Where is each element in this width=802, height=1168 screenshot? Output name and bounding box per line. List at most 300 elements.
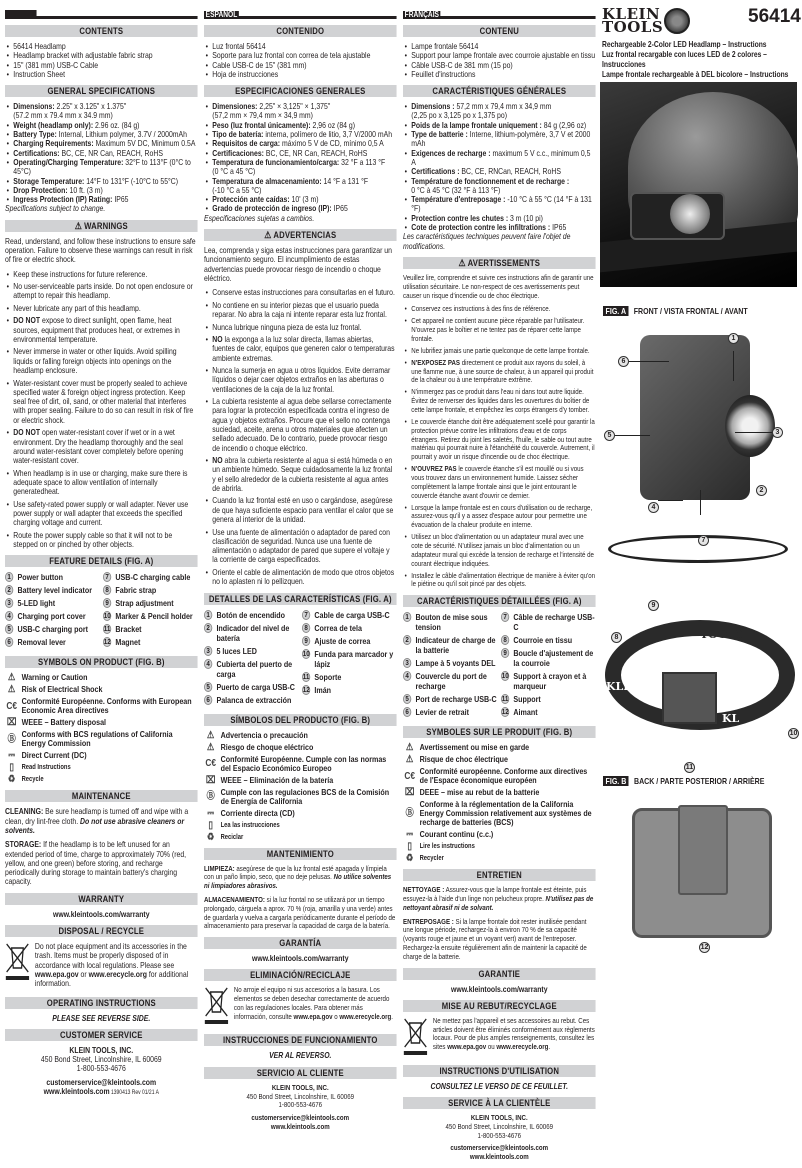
callout-number: 11 — [103, 624, 111, 634]
warning-icon: ⚠ — [264, 230, 274, 241]
feature-label: Levier de retrait — [415, 707, 469, 718]
section-header — [403, 1097, 596, 1109]
feature-label: Imán — [314, 684, 332, 695]
section-title: GENERAL SPECIFICATIONS — [47, 86, 156, 97]
spec-label: Protección ante caídas: — [212, 194, 290, 205]
feature-item — [403, 612, 498, 632]
language-bar — [204, 10, 397, 19]
list-item — [204, 496, 397, 524]
callout-number: 1 — [403, 612, 411, 622]
section-title: CONTENU — [479, 26, 519, 36]
spec-item — [403, 130, 596, 149]
spec-value: 32°F to 113°F (0°C to 45°C) — [13, 156, 191, 177]
section-title: ADVERTENCIAS — [273, 230, 337, 241]
feature-item — [501, 648, 596, 668]
symbol-label: Conformité Européenne. Conforms with European Economic Area directives — [21, 696, 192, 716]
text: Support pour lampe frontale avec courroie ajustable en tissu — [411, 50, 596, 61]
line-text: 450 Bond Street, Lincolnshire, IL 60069 — [40, 1054, 162, 1065]
symbol-label: Riesgo de choque eléctrico — [220, 741, 314, 752]
symbol-label: WEEE – Eliminación de la batería — [220, 774, 334, 785]
list-item — [204, 323, 397, 332]
text: Luz frontal 56414 — [212, 41, 266, 51]
figure-callout: 2 — [756, 485, 767, 496]
line-text: KLEIN TOOLS, INC. — [470, 1113, 528, 1123]
emphasis-text: N'OUVREZ PAS — [411, 464, 457, 474]
emphasis-text: CLEANING: — [5, 806, 44, 817]
list-item — [5, 316, 198, 344]
callout-number: 5 — [403, 694, 411, 704]
section-title: INSTRUCCIONES DE FUNCIONAMIENTO — [222, 1035, 378, 1046]
section-title: GARANTÍA — [279, 938, 322, 949]
spec-item — [5, 195, 198, 204]
symbol-label: Courant continu (c.c.) — [419, 829, 494, 840]
section-header — [204, 85, 397, 97]
section-title: AVERTISSEMENTS — [467, 257, 541, 268]
text: . — [548, 1042, 551, 1052]
feature-item — [103, 637, 198, 647]
spec-label: Weight (headlamp only): — [13, 119, 94, 130]
section-header — [403, 25, 596, 37]
feature-column — [5, 572, 100, 650]
feature-label: Funda para marcador y lápiz — [314, 648, 394, 669]
bullet-list — [204, 288, 397, 586]
section-title: ENTRETIEN — [476, 870, 522, 881]
fig-b-label — [603, 776, 764, 786]
section-title: DETALLES DE LAS CARACTERÍSTICAS (FIG. A) — [208, 593, 392, 604]
symbol-item — [403, 743, 596, 752]
symbol-list — [403, 743, 596, 863]
callout-number: 7 — [302, 610, 310, 620]
text: ou — [486, 1042, 497, 1052]
disposal-info — [5, 942, 198, 988]
recycle-icon: ♻ — [405, 853, 414, 865]
text: 15" (381 mm) USB-C Cable — [13, 59, 99, 70]
symbol-item — [5, 775, 198, 784]
feature-label: Magnet — [115, 637, 141, 648]
warning-icon: ⚠ — [405, 742, 414, 754]
callout-number: 3 — [5, 598, 13, 608]
line-text: customerservice@kleintools.com — [46, 1076, 157, 1087]
spec-value: 10 ft. (3 m) — [67, 184, 103, 195]
symbol-label: Cumple con las regulaciones BCS de la Comisión de Energía de California — [220, 786, 390, 806]
disposal-text — [433, 1017, 596, 1057]
section-title: GARANTIE — [478, 968, 521, 979]
figure-callout: 3 — [772, 427, 783, 438]
spec-value: 84 g (2,96 oz) — [541, 119, 587, 130]
symbol-item — [403, 830, 596, 839]
symbol-label: Direct Current (DC) — [21, 750, 87, 761]
feature-label: Battery level indicator — [17, 585, 92, 596]
symbol-label: Conformité européenne. Conforme aux directives de l'Espace économique européen — [419, 766, 588, 786]
bc-icon: Ⓑ — [405, 808, 414, 820]
text: Veuillez lire, comprendre et suivre ces instructions afin de garantir une utilisation sécuritaire. Le non-respect de ces avertissements peut causer un risque d'incendie ou de choc électrique. — [403, 272, 594, 300]
callout-number: 8 — [501, 635, 509, 645]
callout-number: 6 — [5, 637, 13, 647]
emphasis-text: Do not use abrasive cleaners or solvents. — [5, 815, 185, 835]
emphasis-text: ENTREPOSAGE : — [403, 916, 454, 926]
feature-item — [5, 572, 100, 582]
spec-value: 10' (3 m) — [289, 194, 319, 205]
spec-label: Storage Temperature: — [13, 175, 85, 186]
emphasis-text: www.erecycle.org — [496, 1042, 549, 1052]
fig-a-tag: FIG. A — [603, 306, 629, 316]
symbol-label: DEEE – mise au rebut de la batterie — [419, 787, 540, 798]
symbol-item — [5, 718, 198, 727]
spec-value: -10 °C à 55 °C (14 °F à 131 °F) — [411, 194, 592, 214]
section-title: WARRANTY — [78, 893, 125, 904]
section-header — [204, 25, 397, 37]
section-header — [5, 1029, 198, 1041]
feature-item — [103, 611, 198, 621]
model-number: 56414 — [748, 6, 801, 27]
text: Soporte para luz frontal con correa de tela ajustable — [212, 50, 371, 61]
symbol-item — [5, 730, 198, 748]
emphasis-text: www.erecycle.org — [88, 968, 147, 979]
spec-item — [204, 204, 397, 213]
section-header — [403, 968, 596, 980]
line-text: KLEIN TOOLS, INC. — [69, 1044, 134, 1055]
callout-number: 8 — [302, 623, 310, 633]
text-line — [5, 1064, 198, 1073]
line-text: www.kleintools.com — [43, 1085, 110, 1096]
disposal-info — [204, 986, 397, 1026]
list-item — [204, 301, 397, 320]
text: Feuillet d'instructions — [411, 68, 476, 79]
feature-label: Aimant — [513, 707, 538, 718]
text: Lampe frontale 56414 — [411, 41, 479, 51]
back-clip-drawing — [678, 805, 728, 895]
feature-label: Puerto de carga USB-C — [216, 681, 295, 692]
feature-item — [103, 624, 198, 634]
spec-item — [204, 102, 397, 121]
section-header — [403, 726, 596, 738]
text-line — [403, 1082, 596, 1091]
paragraph — [403, 274, 596, 300]
text: directement ce produit aux rayons du soleil, à une flamme nue, à une source de chaleur, à un appareil qui produit de la chaleur ou à une température extrême. — [411, 357, 594, 385]
spec-label: Dimensions: — [13, 101, 55, 112]
feature-label: Support — [513, 694, 541, 705]
list-item — [5, 379, 198, 425]
feature-item — [403, 694, 498, 704]
callout-number: 2 — [403, 635, 411, 645]
section-title: CARACTÉRISTIQUES GÉNÉRALES — [432, 86, 567, 97]
spec-list — [204, 102, 397, 223]
feature-column — [103, 572, 198, 650]
book-icon: ▯ — [9, 762, 14, 774]
callout-number: 11 — [501, 694, 509, 704]
callout-number: 12 — [103, 637, 111, 647]
text-line — [204, 1101, 397, 1110]
callout-number: 3 — [204, 646, 212, 656]
figure-callout: 12 — [700, 944, 709, 951]
dc-icon: ⎓ — [406, 829, 413, 841]
feature-item — [501, 694, 596, 704]
spec-item — [403, 223, 596, 232]
spec-value: 14 °F a 131 °F (-10 °C a 55 °C) — [212, 175, 369, 195]
spec-item — [5, 158, 198, 177]
text: Ne mettez pas l'appareil et ses accessoires au rebut. Ces articles doivent être éliminés conformément aux règlements locaux. Pour de plus amples renseignements, consultez les sites — [432, 1015, 595, 1052]
list-item — [5, 500, 198, 528]
paragraph — [5, 807, 198, 835]
spec-value: BC, CE, NR Can, REACH, RoHS — [59, 147, 163, 158]
figure-callout: 1 — [728, 333, 739, 344]
spec-value: BC, CE, RNCan, REACH, RoHS — [459, 166, 561, 177]
list-item — [204, 288, 397, 297]
feature-item — [5, 624, 100, 634]
feature-column — [204, 610, 299, 708]
emphasis-text: NO — [212, 455, 223, 466]
centered-text — [5, 1046, 198, 1098]
spec-value: 0 °C à 45 °C (32 °F à 113 °F) — [411, 184, 501, 195]
text: Le couvercle étanche doit être adéquatement scellé pour garantir la protection prévue contre les infiltrations d'eau et de corps étrangers. Retirez du joint les saletés, l'huile, le sable ou tout autre matériau qui pourrait nuire à l'étanchéité du couvercle. Autrement, il pourrait y avoir un risque d'incendie ou de choc électrique. — [411, 417, 595, 462]
text: Nunca la sumerja en agua u otros líquidos. Evite derramar líquidos o dejar caer objetos extraños en las aberturas o ventilaciones de la caja de la luz frontal. — [212, 365, 391, 394]
symbol-item — [204, 809, 397, 818]
symbol-label: Avertissement ou mise en garde — [419, 742, 530, 753]
list-item — [403, 359, 596, 385]
text: Headlamp bracket with adjustable fabric strap — [13, 50, 153, 61]
leader-line — [615, 435, 650, 436]
text: Route the power supply cable so that it will not to be stepped on or pinched by other objects. — [13, 529, 173, 550]
symbol-item — [403, 788, 596, 797]
spec-label: Charging Requirements: — [13, 138, 94, 149]
warning-icon: ⚠ — [206, 729, 215, 741]
section-title: ESPECIFICACIONES GENERALES — [235, 86, 366, 97]
callout-number: 4 — [204, 659, 212, 669]
text: Lorsque la lampe frontale est en cours d'utilisation ou de recharge, assurez-vous qu'il y a assez d'espace autour pour permettre une évacuation de la chaleur produite en interne. — [411, 502, 593, 530]
text: Assurez-vous que la lampe frontale est éteinte, puis essuyez-la à l'aide d'un linge non pelucheux propre. — [403, 885, 587, 903]
symbol-label: Risk of Electrical Shock — [21, 684, 103, 695]
text: Ne lubrifiez jamais une partie quelconque de cette lampe frontale. — [411, 345, 590, 355]
text-line — [204, 1051, 397, 1060]
spec-item — [204, 177, 397, 196]
section-header — [204, 1067, 397, 1079]
text-line — [403, 1153, 596, 1162]
feature-label: Boucle d'ajustement de la courroie — [513, 648, 594, 669]
section-title: CUSTOMER SERVICE — [60, 1029, 143, 1040]
spec-label: Temperatura de almacenamiento: — [212, 175, 322, 186]
text: Hoja de instrucciones — [212, 68, 279, 79]
text: expose to direct sunlight, open flame, heat sources, equipment that produces heat, or extremes in environmental temperature. — [13, 315, 180, 344]
spec-label: Ingress Protection (IP) Rating: — [13, 194, 113, 205]
callout-number: 7 — [103, 572, 111, 582]
bc-icon: Ⓑ — [206, 791, 215, 803]
text: asegúrese de que la luz frontal esté apagada y límpiela con un paño limpio, seco, que no deje pelusas. — [204, 863, 387, 882]
symbol-label: Corriente directa (CD) — [220, 807, 295, 818]
spec-note: Specifications subject to change. — [5, 203, 106, 214]
shock-icon: ⚠ — [405, 754, 414, 766]
callout-number: 10 — [501, 671, 509, 681]
spec-label: Tipo de batería: — [212, 129, 264, 140]
paragraph — [204, 896, 397, 931]
section-header — [403, 595, 596, 607]
ce-icon: C€ — [205, 758, 216, 770]
line-text: www.kleintools.com/warranty — [251, 953, 349, 964]
section-header — [204, 593, 397, 605]
text: Do not place equipment and its accessories in the trash. Items must be properly disposed of in accordance with local regulations. Please see — [34, 941, 187, 970]
fig-a-title: FRONT / VISTA FRONTAL / AVANT — [633, 306, 748, 316]
section-title: MISE AU REBUT/RECYCLAGE — [441, 1000, 557, 1011]
language-bar — [403, 10, 596, 19]
text: Cable USB-C de 15" (381 mm) — [212, 59, 307, 70]
feature-list — [403, 612, 596, 720]
feature-label: Cable de carga USB-C — [314, 609, 390, 620]
feature-item — [204, 695, 299, 705]
section-header — [204, 937, 397, 949]
feature-label: 5 luces LED — [216, 645, 257, 656]
text: Oriente el cable de alimentación de modo que otros objetos no lo aplasten ni lo pellizquen. — [212, 566, 395, 587]
figure-callout: 7 — [698, 535, 709, 546]
crossed-bin-icon — [204, 986, 229, 1026]
list-item — [204, 335, 397, 363]
weee-icon: ⌧ — [205, 774, 216, 786]
text: Read, understand, and follow these instructions to ensure safe operation. Failure to observe these warnings can result in risk of fire or electric shock. — [5, 235, 196, 265]
symbol-item — [403, 767, 596, 785]
feature-item — [403, 658, 498, 668]
feature-label: Removal lever — [17, 637, 66, 648]
spanish-column — [204, 10, 397, 1138]
section-header — [5, 893, 198, 905]
list-item — [5, 347, 198, 375]
section-title: DISPOSAL / RECYCLE — [58, 926, 145, 937]
recycle-icon: ♻ — [7, 774, 16, 786]
symbol-label: Conformité Européenne. Cumple con las normas del Espacio Económico Europeo — [220, 753, 387, 773]
feature-item — [204, 623, 299, 643]
line-text: www.kleintools.com/warranty — [450, 983, 548, 994]
feature-item — [204, 610, 299, 620]
text: la exponga a la luz solar directa, llamas abiertas, fuentes de calor, equipos que generen calor o temperaturas ambiente extremas. — [212, 333, 395, 363]
callout-number: 4 — [403, 671, 411, 681]
line-text: www.kleintools.com — [270, 1121, 330, 1131]
spec-value: IP65 — [331, 203, 348, 214]
callout-number: 9 — [501, 648, 509, 658]
text: Be sure headlamp is turned off and wipe with a clean, dry lint-free cloth. — [5, 806, 189, 826]
emphasis-text: NO — [212, 333, 223, 344]
spec-value: IP65 — [112, 194, 129, 205]
feature-item — [501, 671, 596, 691]
emphasis-text: ALMACENAMIENTO: — [204, 894, 265, 904]
symbol-label: Lire les instructions — [419, 843, 475, 851]
section-header — [5, 555, 198, 567]
symbol-label: Advertencia o precaución — [220, 729, 308, 740]
spec-item — [403, 195, 596, 214]
emphasis-text: LIMPIEZA: — [204, 863, 235, 873]
section-title: WARNINGS — [84, 220, 128, 231]
spec-value: interna, polímero de litio, 3,7 V/2000 mAh — [263, 129, 393, 140]
emphasis-text: N'EXPOSEZ PAS — [411, 357, 461, 367]
symbol-label: Recycler — [419, 855, 444, 863]
section-header — [5, 997, 198, 1009]
feature-item — [5, 585, 100, 595]
figure-callout: 4 — [648, 502, 659, 513]
feature-label: Câble de recharge USB-C — [513, 612, 595, 633]
feature-label: Courroie en tissu — [513, 635, 573, 646]
symbol-label: Reciclar — [220, 833, 244, 841]
bc-icon: Ⓑ — [7, 733, 16, 745]
list-item — [5, 304, 198, 313]
section-header — [5, 925, 198, 937]
feature-item — [204, 682, 299, 692]
text: Never immerse in water or other liquids. Avoid spilling liquids or falling foreign objects into openings on the headlamp enclosure. — [13, 346, 177, 376]
feature-item — [501, 635, 596, 645]
feature-label: Fabric strap — [115, 585, 157, 596]
text: Never lubricate any part of this headlamp. — [13, 302, 141, 313]
callout-number: 5 — [5, 624, 13, 634]
symbol-item — [204, 755, 397, 773]
centered-text — [204, 1084, 397, 1132]
line-text: 1-800-553-4676 — [278, 1100, 323, 1110]
disposal-info — [403, 1017, 596, 1057]
symbol-label: Recycle — [21, 776, 44, 784]
spec-item — [403, 177, 596, 196]
lamp-lens-image — [670, 194, 710, 234]
symbol-item — [204, 731, 397, 740]
symbol-item — [204, 833, 397, 842]
list-item — [5, 270, 198, 279]
warning-icon: ⚠ — [74, 220, 85, 231]
text: o — [332, 1011, 340, 1021]
spec-value: 2.25" x 3.125" x 1.375" (57.2 mm x 79.4 mm x 34.9 mm) — [13, 101, 127, 121]
symbol-list — [204, 731, 397, 842]
callout-number: 7 — [501, 612, 509, 622]
spec-label: Protection contre les chutes : — [411, 212, 509, 223]
recycle-icon: ♻ — [206, 831, 215, 843]
emphasis-text: No utilice solventes ni limpiadores abrasivos. — [204, 872, 392, 891]
list-item — [5, 469, 198, 497]
feature-item — [302, 672, 397, 682]
figure-callout: 6 — [618, 356, 629, 367]
spec-item — [5, 102, 198, 121]
spec-item — [204, 158, 397, 177]
spec-item — [403, 102, 596, 121]
callout-number: 2 — [204, 623, 212, 633]
section-header — [403, 1000, 596, 1012]
callout-number: 8 — [103, 585, 111, 595]
feature-label: Botón de encendido — [216, 609, 286, 620]
warning-icon: ⚠ — [458, 257, 468, 268]
fig-b-tag: FIG. B — [603, 776, 629, 786]
symbol-label: Warning or Caution — [21, 672, 88, 683]
spec-value: 2,96 oz (84 g) — [310, 119, 356, 130]
spec-label: Certifications: — [13, 147, 60, 158]
callout-number: 4 — [5, 611, 13, 621]
emphasis-text: www.epa.gov — [34, 968, 79, 979]
feature-column — [501, 612, 596, 720]
feature-label: Lampe à 5 voyants DEL — [415, 658, 496, 669]
callout-number: 9 — [103, 598, 111, 608]
callout-number: 3 — [403, 658, 411, 668]
bullet-list — [5, 270, 198, 550]
figure-callout: 9 — [648, 600, 659, 611]
spec-value: 14°F to 131°F (-10°C to 55°C) — [84, 175, 179, 186]
section-header — [204, 714, 397, 726]
list-item — [403, 70, 596, 79]
spec-value: Internal, Lithium polymer, 3.7V / 2000mAh — [56, 129, 187, 140]
text: Conservez ces instructions à des fins de référence. — [411, 304, 551, 314]
centered-text — [5, 1014, 198, 1023]
disposal-text — [234, 986, 397, 1026]
list-item — [204, 568, 397, 587]
spec-label: Certifications : — [411, 166, 460, 177]
line-text: www.kleintools.com — [469, 1152, 529, 1162]
callout-number: 5 — [204, 682, 212, 692]
centered-text — [5, 910, 198, 919]
section-title: ELIMINACIÓN/RECICLAJE — [250, 970, 351, 981]
feature-label: USB-C charging port — [17, 624, 88, 635]
bullet-list — [403, 42, 596, 79]
feature-item — [5, 598, 100, 608]
callout-number: 1 — [204, 610, 212, 620]
feature-label: Indicador del nivel de batería — [216, 622, 290, 643]
